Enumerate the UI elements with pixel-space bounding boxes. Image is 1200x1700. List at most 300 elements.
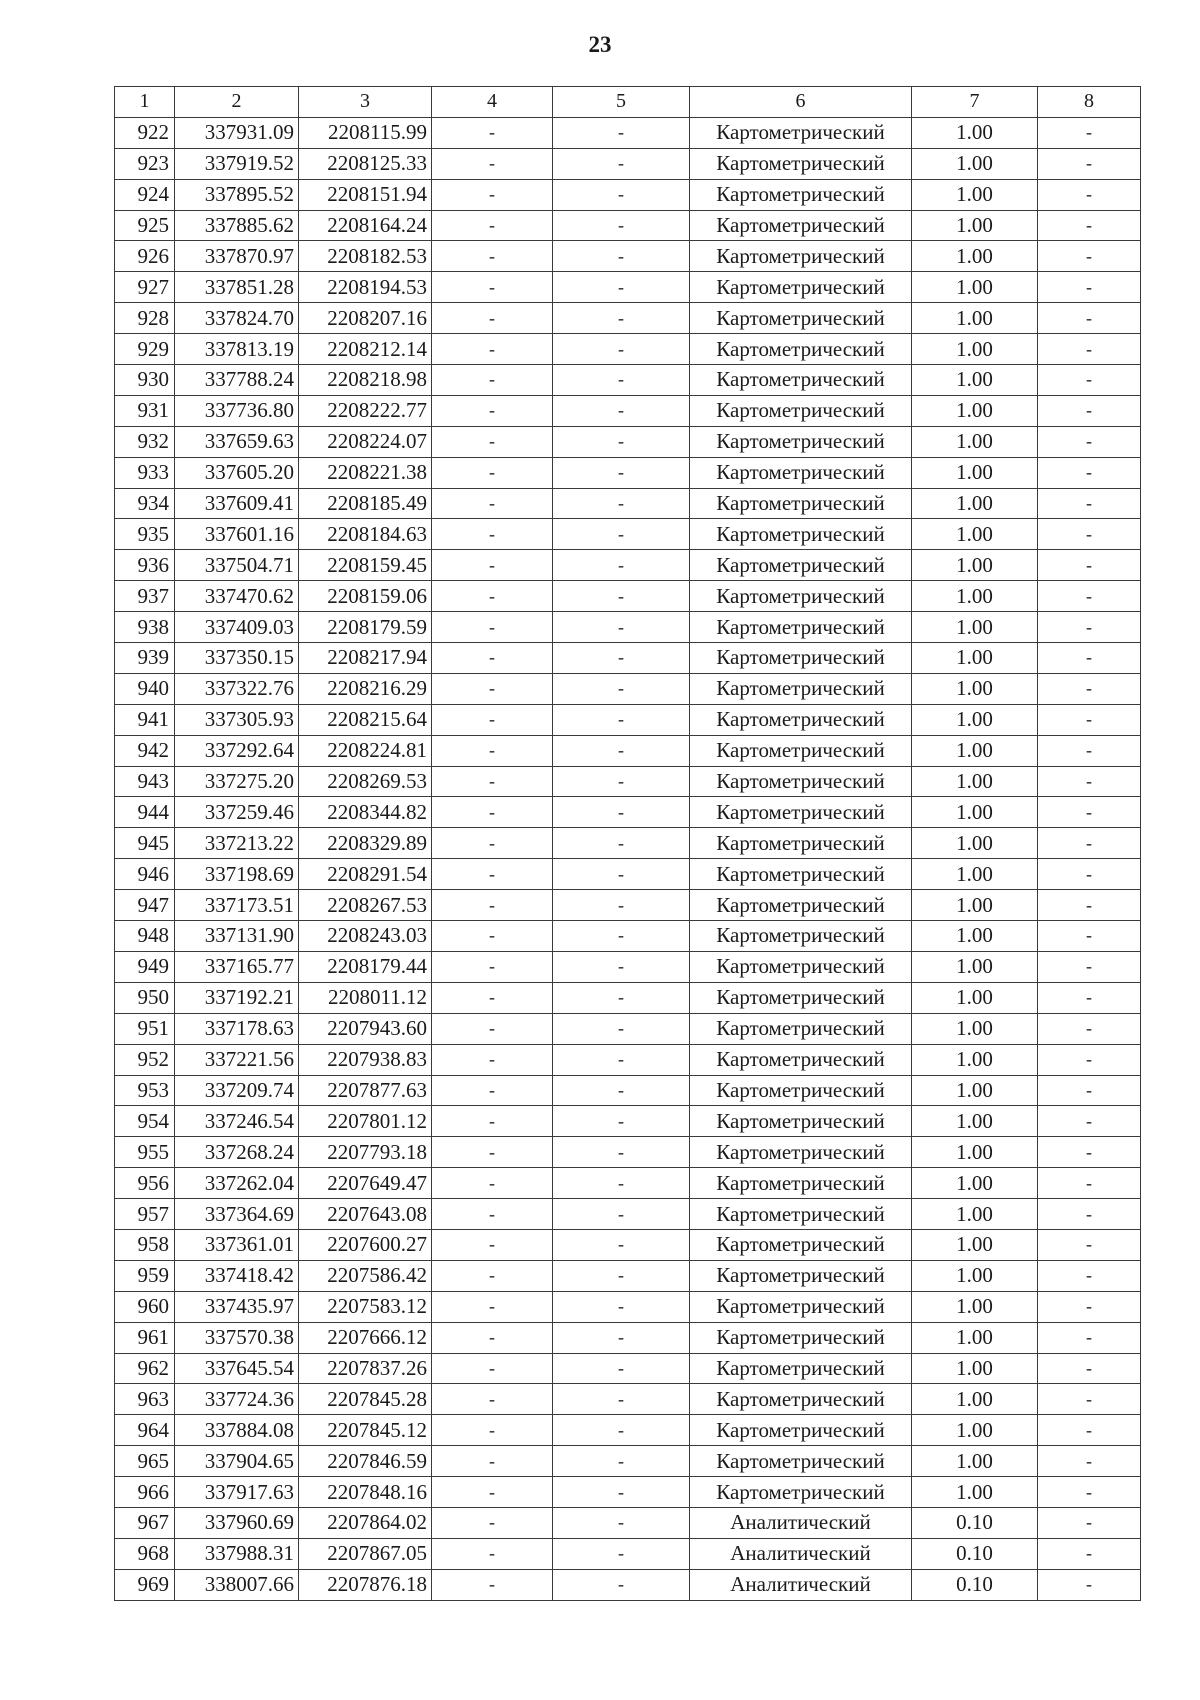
accuracy-cell: 1.00 bbox=[912, 1075, 1038, 1106]
accuracy-cell: 1.00 bbox=[912, 1229, 1038, 1260]
accuracy-cell: 1.00 bbox=[912, 982, 1038, 1013]
point-number-cell: 943 bbox=[115, 766, 175, 797]
point-number-cell: 956 bbox=[115, 1168, 175, 1199]
method-cell: Картометрический bbox=[690, 117, 912, 148]
accuracy-cell: 1.00 bbox=[912, 612, 1038, 643]
col4-cell: - bbox=[432, 210, 553, 241]
col5-cell: - bbox=[553, 673, 690, 704]
method-cell: Картометрический bbox=[690, 241, 912, 272]
accuracy-cell: 1.00 bbox=[912, 1477, 1038, 1508]
table-row bbox=[115, 1106, 1141, 1137]
accuracy-cell: 1.00 bbox=[912, 643, 1038, 674]
col8-cell: - bbox=[1038, 1106, 1141, 1137]
col5-cell: - bbox=[553, 519, 690, 550]
method-cell: Картометрический bbox=[690, 797, 912, 828]
col8-cell: - bbox=[1038, 643, 1141, 674]
col8-cell: - bbox=[1038, 1013, 1141, 1044]
accuracy-cell: 1.00 bbox=[912, 179, 1038, 210]
point-number-cell: 938 bbox=[115, 612, 175, 643]
y-coordinate-cell: 2207943.60 bbox=[299, 1013, 432, 1044]
y-coordinate-cell: 2208215.64 bbox=[299, 704, 432, 735]
col8-cell: - bbox=[1038, 1353, 1141, 1384]
col8-cell: - bbox=[1038, 1415, 1141, 1446]
col8-cell: - bbox=[1038, 1507, 1141, 1538]
table-row bbox=[115, 951, 1141, 982]
point-number-cell: 922 bbox=[115, 117, 175, 148]
x-coordinate-cell: 337418.42 bbox=[175, 1260, 299, 1291]
x-coordinate-cell: 337609.41 bbox=[175, 488, 299, 519]
table-row bbox=[115, 1044, 1141, 1075]
col8-cell: - bbox=[1038, 1075, 1141, 1106]
table-row bbox=[115, 1415, 1141, 1446]
col5-cell: - bbox=[553, 179, 690, 210]
col5-cell: - bbox=[553, 890, 690, 921]
y-coordinate-cell: 2208182.53 bbox=[299, 241, 432, 272]
point-number-cell: 953 bbox=[115, 1075, 175, 1106]
table-row bbox=[115, 1260, 1141, 1291]
col4-cell: - bbox=[432, 1168, 553, 1199]
y-coordinate-cell: 2208159.45 bbox=[299, 550, 432, 581]
col5-cell: - bbox=[553, 1044, 690, 1075]
method-cell: Картометрический bbox=[690, 890, 912, 921]
accuracy-cell: 0.10 bbox=[912, 1569, 1038, 1600]
point-number-cell: 944 bbox=[115, 797, 175, 828]
y-coordinate-cell: 2208011.12 bbox=[299, 982, 432, 1013]
x-coordinate-cell: 337813.19 bbox=[175, 334, 299, 365]
col4-cell: - bbox=[432, 828, 553, 859]
method-cell: Аналитический bbox=[690, 1507, 912, 1538]
y-coordinate-cell: 2207801.12 bbox=[299, 1106, 432, 1137]
col5-cell: - bbox=[553, 210, 690, 241]
table-row bbox=[115, 241, 1141, 272]
x-coordinate-cell: 337601.16 bbox=[175, 519, 299, 550]
table-row bbox=[115, 272, 1141, 303]
col5-cell: - bbox=[553, 1477, 690, 1508]
col5-cell: - bbox=[553, 550, 690, 581]
col4-cell: - bbox=[432, 272, 553, 303]
col4-cell: - bbox=[432, 982, 553, 1013]
x-coordinate-cell: 337198.69 bbox=[175, 859, 299, 890]
col4-cell: - bbox=[432, 365, 553, 396]
col8-cell: - bbox=[1038, 735, 1141, 766]
col8-cell: - bbox=[1038, 766, 1141, 797]
col5-cell: - bbox=[553, 457, 690, 488]
col5-cell: - bbox=[553, 612, 690, 643]
header-cell: 4 bbox=[432, 87, 553, 118]
col5-cell: - bbox=[553, 1384, 690, 1415]
y-coordinate-cell: 2207864.02 bbox=[299, 1507, 432, 1538]
col5-cell: - bbox=[553, 1199, 690, 1230]
table-row bbox=[115, 1291, 1141, 1322]
col4-cell: - bbox=[432, 581, 553, 612]
accuracy-cell: 1.00 bbox=[912, 1384, 1038, 1415]
y-coordinate-cell: 2208194.53 bbox=[299, 272, 432, 303]
table-row bbox=[115, 766, 1141, 797]
header-cell: 8 bbox=[1038, 87, 1141, 118]
header-cell: 1 bbox=[115, 87, 175, 118]
col4-cell: - bbox=[432, 766, 553, 797]
col8-cell: - bbox=[1038, 365, 1141, 396]
col8-cell: - bbox=[1038, 1260, 1141, 1291]
y-coordinate-cell: 2208267.53 bbox=[299, 890, 432, 921]
point-number-cell: 959 bbox=[115, 1260, 175, 1291]
method-cell: Картометрический bbox=[690, 581, 912, 612]
table-row bbox=[115, 612, 1141, 643]
x-coordinate-cell: 337178.63 bbox=[175, 1013, 299, 1044]
point-number-cell: 960 bbox=[115, 1291, 175, 1322]
col5-cell: - bbox=[553, 643, 690, 674]
col4-cell: - bbox=[432, 457, 553, 488]
point-number-cell: 931 bbox=[115, 395, 175, 426]
point-number-cell: 940 bbox=[115, 673, 175, 704]
method-cell: Картометрический bbox=[690, 1291, 912, 1322]
y-coordinate-cell: 2207643.08 bbox=[299, 1199, 432, 1230]
method-cell: Картометрический bbox=[690, 643, 912, 674]
point-number-cell: 927 bbox=[115, 272, 175, 303]
table-row bbox=[115, 890, 1141, 921]
accuracy-cell: 1.00 bbox=[912, 1168, 1038, 1199]
col4-cell: - bbox=[432, 1415, 553, 1446]
col4-cell: - bbox=[432, 1538, 553, 1569]
point-number-cell: 923 bbox=[115, 148, 175, 179]
point-number-cell: 968 bbox=[115, 1538, 175, 1569]
table-row bbox=[115, 550, 1141, 581]
point-number-cell: 954 bbox=[115, 1106, 175, 1137]
x-coordinate-cell: 337435.97 bbox=[175, 1291, 299, 1322]
method-cell: Картометрический bbox=[690, 766, 912, 797]
col5-cell: - bbox=[553, 1538, 690, 1569]
x-coordinate-cell: 337213.22 bbox=[175, 828, 299, 859]
x-coordinate-cell: 337259.46 bbox=[175, 797, 299, 828]
point-number-cell: 950 bbox=[115, 982, 175, 1013]
col5-cell: - bbox=[553, 951, 690, 982]
col4-cell: - bbox=[432, 612, 553, 643]
point-number-cell: 937 bbox=[115, 581, 175, 612]
point-number-cell: 930 bbox=[115, 365, 175, 396]
y-coordinate-cell: 2207938.83 bbox=[299, 1044, 432, 1075]
accuracy-cell: 1.00 bbox=[912, 581, 1038, 612]
col8-cell: - bbox=[1038, 210, 1141, 241]
col5-cell: - bbox=[553, 1106, 690, 1137]
header-cell: 7 bbox=[912, 87, 1038, 118]
col8-cell: - bbox=[1038, 457, 1141, 488]
x-coordinate-cell: 337275.20 bbox=[175, 766, 299, 797]
table-row bbox=[115, 673, 1141, 704]
col8-cell: - bbox=[1038, 179, 1141, 210]
header-cell: 3 bbox=[299, 87, 432, 118]
col8-cell: - bbox=[1038, 859, 1141, 890]
table-row bbox=[115, 581, 1141, 612]
y-coordinate-cell: 2207600.27 bbox=[299, 1229, 432, 1260]
col5-cell: - bbox=[553, 303, 690, 334]
accuracy-cell: 1.00 bbox=[912, 859, 1038, 890]
col8-cell: - bbox=[1038, 581, 1141, 612]
x-coordinate-cell: 337919.52 bbox=[175, 148, 299, 179]
x-coordinate-cell: 337209.74 bbox=[175, 1075, 299, 1106]
table-row bbox=[115, 365, 1141, 396]
col8-cell: - bbox=[1038, 488, 1141, 519]
y-coordinate-cell: 2208221.38 bbox=[299, 457, 432, 488]
col4-cell: - bbox=[432, 921, 553, 952]
accuracy-cell: 1.00 bbox=[912, 303, 1038, 334]
method-cell: Картометрический bbox=[690, 859, 912, 890]
col8-cell: - bbox=[1038, 1137, 1141, 1168]
col8-cell: - bbox=[1038, 1199, 1141, 1230]
x-coordinate-cell: 337305.93 bbox=[175, 704, 299, 735]
accuracy-cell: 1.00 bbox=[912, 921, 1038, 952]
x-coordinate-cell: 337409.03 bbox=[175, 612, 299, 643]
x-coordinate-cell: 337736.80 bbox=[175, 395, 299, 426]
point-number-cell: 966 bbox=[115, 1477, 175, 1508]
method-cell: Картометрический bbox=[690, 1229, 912, 1260]
method-cell: Картометрический bbox=[690, 488, 912, 519]
col4-cell: - bbox=[432, 859, 553, 890]
table-row bbox=[115, 519, 1141, 550]
table-row bbox=[115, 117, 1141, 148]
accuracy-cell: 0.10 bbox=[912, 1538, 1038, 1569]
col8-cell: - bbox=[1038, 1477, 1141, 1508]
col5-cell: - bbox=[553, 1075, 690, 1106]
method-cell: Картометрический bbox=[690, 457, 912, 488]
method-cell: Картометрический bbox=[690, 148, 912, 179]
method-cell: Картометрический bbox=[690, 1199, 912, 1230]
point-number-cell: 963 bbox=[115, 1384, 175, 1415]
col8-cell: - bbox=[1038, 921, 1141, 952]
x-coordinate-cell: 337917.63 bbox=[175, 1477, 299, 1508]
y-coordinate-cell: 2208269.53 bbox=[299, 766, 432, 797]
col8-cell: - bbox=[1038, 1168, 1141, 1199]
col8-cell: - bbox=[1038, 550, 1141, 581]
accuracy-cell: 1.00 bbox=[912, 890, 1038, 921]
table-body bbox=[115, 117, 1141, 1600]
point-number-cell: 955 bbox=[115, 1137, 175, 1168]
col4-cell: - bbox=[432, 1044, 553, 1075]
y-coordinate-cell: 2208224.07 bbox=[299, 426, 432, 457]
method-cell: Картометрический bbox=[690, 519, 912, 550]
x-coordinate-cell: 337884.08 bbox=[175, 1415, 299, 1446]
method-cell: Картометрический bbox=[690, 1446, 912, 1477]
accuracy-cell: 1.00 bbox=[912, 1106, 1038, 1137]
col5-cell: - bbox=[553, 1353, 690, 1384]
point-number-cell: 933 bbox=[115, 457, 175, 488]
accuracy-cell: 1.00 bbox=[912, 1044, 1038, 1075]
col5-cell: - bbox=[553, 828, 690, 859]
x-coordinate-cell: 337268.24 bbox=[175, 1137, 299, 1168]
col5-cell: - bbox=[553, 921, 690, 952]
method-cell: Картометрический bbox=[690, 395, 912, 426]
method-cell: Картометрический bbox=[690, 1044, 912, 1075]
col5-cell: - bbox=[553, 1507, 690, 1538]
table-row bbox=[115, 1322, 1141, 1353]
page-number: 23 bbox=[588, 32, 612, 57]
table-row bbox=[115, 1137, 1141, 1168]
point-number-cell: 957 bbox=[115, 1199, 175, 1230]
accuracy-cell: 1.00 bbox=[912, 210, 1038, 241]
y-coordinate-cell: 2208224.81 bbox=[299, 735, 432, 766]
col5-cell: - bbox=[553, 1446, 690, 1477]
accuracy-cell: 0.10 bbox=[912, 1507, 1038, 1538]
x-coordinate-cell: 337165.77 bbox=[175, 951, 299, 982]
table-row bbox=[115, 395, 1141, 426]
y-coordinate-cell: 2208222.77 bbox=[299, 395, 432, 426]
x-coordinate-cell: 337173.51 bbox=[175, 890, 299, 921]
table-row bbox=[115, 828, 1141, 859]
point-number-cell: 958 bbox=[115, 1229, 175, 1260]
accuracy-cell: 1.00 bbox=[912, 241, 1038, 272]
col4-cell: - bbox=[432, 1353, 553, 1384]
header-cell: 5 bbox=[553, 87, 690, 118]
point-number-cell: 967 bbox=[115, 1507, 175, 1538]
accuracy-cell: 1.00 bbox=[912, 457, 1038, 488]
col5-cell: - bbox=[553, 334, 690, 365]
y-coordinate-cell: 2208218.98 bbox=[299, 365, 432, 396]
x-coordinate-cell: 337904.65 bbox=[175, 1446, 299, 1477]
accuracy-cell: 1.00 bbox=[912, 1446, 1038, 1477]
method-cell: Картометрический bbox=[690, 1075, 912, 1106]
col5-cell: - bbox=[553, 1260, 690, 1291]
x-coordinate-cell: 337895.52 bbox=[175, 179, 299, 210]
accuracy-cell: 1.00 bbox=[912, 1322, 1038, 1353]
y-coordinate-cell: 2208151.94 bbox=[299, 179, 432, 210]
col4-cell: - bbox=[432, 1013, 553, 1044]
point-number-cell: 946 bbox=[115, 859, 175, 890]
point-number-cell: 939 bbox=[115, 643, 175, 674]
col4-cell: - bbox=[432, 488, 553, 519]
accuracy-cell: 1.00 bbox=[912, 1260, 1038, 1291]
col8-cell: - bbox=[1038, 612, 1141, 643]
table-row bbox=[115, 1353, 1141, 1384]
method-cell: Картометрический bbox=[690, 1013, 912, 1044]
y-coordinate-cell: 2207586.42 bbox=[299, 1260, 432, 1291]
col5-cell: - bbox=[553, 797, 690, 828]
table-row bbox=[115, 1569, 1141, 1600]
x-coordinate-cell: 337350.15 bbox=[175, 643, 299, 674]
method-cell: Картометрический bbox=[690, 951, 912, 982]
method-cell: Картометрический bbox=[690, 1137, 912, 1168]
col8-cell: - bbox=[1038, 982, 1141, 1013]
col5-cell: - bbox=[553, 117, 690, 148]
col4-cell: - bbox=[432, 704, 553, 735]
x-coordinate-cell: 337724.36 bbox=[175, 1384, 299, 1415]
x-coordinate-cell: 337570.38 bbox=[175, 1322, 299, 1353]
col4-cell: - bbox=[432, 1075, 553, 1106]
accuracy-cell: 1.00 bbox=[912, 828, 1038, 859]
x-coordinate-cell: 337192.21 bbox=[175, 982, 299, 1013]
table-row bbox=[115, 1229, 1141, 1260]
method-cell: Картометрический bbox=[690, 365, 912, 396]
col4-cell: - bbox=[432, 117, 553, 148]
col4-cell: - bbox=[432, 1322, 553, 1353]
accuracy-cell: 1.00 bbox=[912, 1415, 1038, 1446]
col8-cell: - bbox=[1038, 241, 1141, 272]
accuracy-cell: 1.00 bbox=[912, 519, 1038, 550]
point-number-cell: 941 bbox=[115, 704, 175, 735]
table-row bbox=[115, 1446, 1141, 1477]
col5-cell: - bbox=[553, 982, 690, 1013]
col4-cell: - bbox=[432, 1106, 553, 1137]
col4-cell: - bbox=[432, 334, 553, 365]
y-coordinate-cell: 2207848.16 bbox=[299, 1477, 432, 1508]
table-row bbox=[115, 735, 1141, 766]
col4-cell: - bbox=[432, 735, 553, 766]
col8-cell: - bbox=[1038, 272, 1141, 303]
col4-cell: - bbox=[432, 241, 553, 272]
col4-cell: - bbox=[432, 673, 553, 704]
col5-cell: - bbox=[553, 859, 690, 890]
point-number-cell: 925 bbox=[115, 210, 175, 241]
method-cell: Картометрический bbox=[690, 1384, 912, 1415]
x-coordinate-cell: 337645.54 bbox=[175, 1353, 299, 1384]
y-coordinate-cell: 2207867.05 bbox=[299, 1538, 432, 1569]
point-number-cell: 928 bbox=[115, 303, 175, 334]
accuracy-cell: 1.00 bbox=[912, 1137, 1038, 1168]
col5-cell: - bbox=[553, 1291, 690, 1322]
point-number-cell: 926 bbox=[115, 241, 175, 272]
method-cell: Аналитический bbox=[690, 1569, 912, 1600]
col4-cell: - bbox=[432, 1507, 553, 1538]
method-cell: Картометрический bbox=[690, 921, 912, 952]
accuracy-cell: 1.00 bbox=[912, 272, 1038, 303]
x-coordinate-cell: 337960.69 bbox=[175, 1507, 299, 1538]
col5-cell: - bbox=[553, 1137, 690, 1168]
point-number-cell: 935 bbox=[115, 519, 175, 550]
method-cell: Картометрический bbox=[690, 272, 912, 303]
y-coordinate-cell: 2208179.59 bbox=[299, 612, 432, 643]
col5-cell: - bbox=[553, 1168, 690, 1199]
table-row bbox=[115, 1075, 1141, 1106]
x-coordinate-cell: 337931.09 bbox=[175, 117, 299, 148]
y-coordinate-cell: 2208212.14 bbox=[299, 334, 432, 365]
y-coordinate-cell: 2208207.16 bbox=[299, 303, 432, 334]
col5-cell: - bbox=[553, 1013, 690, 1044]
y-coordinate-cell: 2208243.03 bbox=[299, 921, 432, 952]
y-coordinate-cell: 2208184.63 bbox=[299, 519, 432, 550]
col4-cell: - bbox=[432, 519, 553, 550]
method-cell: Картометрический bbox=[690, 1415, 912, 1446]
x-coordinate-cell: 337605.20 bbox=[175, 457, 299, 488]
table-row bbox=[115, 921, 1141, 952]
method-cell: Картометрический bbox=[690, 735, 912, 766]
x-coordinate-cell: 337221.56 bbox=[175, 1044, 299, 1075]
table-row bbox=[115, 426, 1141, 457]
x-coordinate-cell: 337470.62 bbox=[175, 581, 299, 612]
table-row bbox=[115, 797, 1141, 828]
x-coordinate-cell: 337885.62 bbox=[175, 210, 299, 241]
point-number-cell: 962 bbox=[115, 1353, 175, 1384]
col4-cell: - bbox=[432, 1384, 553, 1415]
point-number-cell: 961 bbox=[115, 1322, 175, 1353]
method-cell: Картометрический bbox=[690, 1260, 912, 1291]
accuracy-cell: 1.00 bbox=[912, 766, 1038, 797]
y-coordinate-cell: 2208291.54 bbox=[299, 859, 432, 890]
col4-cell: - bbox=[432, 395, 553, 426]
col8-cell: - bbox=[1038, 519, 1141, 550]
y-coordinate-cell: 2208159.06 bbox=[299, 581, 432, 612]
method-cell: Аналитический bbox=[690, 1538, 912, 1569]
col5-cell: - bbox=[553, 241, 690, 272]
point-number-cell: 932 bbox=[115, 426, 175, 457]
x-coordinate-cell: 337262.04 bbox=[175, 1168, 299, 1199]
table-header-row bbox=[115, 87, 1141, 118]
method-cell: Картометрический bbox=[690, 673, 912, 704]
col4-cell: - bbox=[432, 303, 553, 334]
col4-cell: - bbox=[432, 148, 553, 179]
method-cell: Картометрический bbox=[690, 1106, 912, 1137]
col8-cell: - bbox=[1038, 704, 1141, 735]
point-number-cell: 948 bbox=[115, 921, 175, 952]
table-row bbox=[115, 1013, 1141, 1044]
table-row bbox=[115, 334, 1141, 365]
